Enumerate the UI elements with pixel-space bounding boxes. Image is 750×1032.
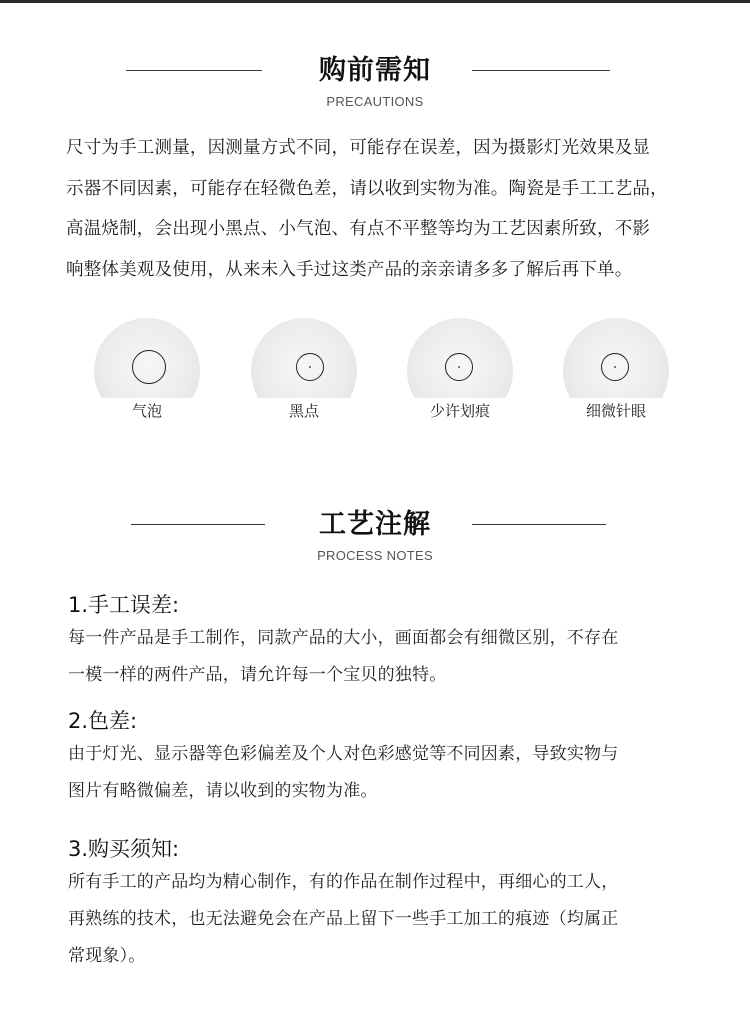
sample-label: 细微针眼 [585, 402, 646, 420]
precautions-subtitle: PRECAUTIONS [326, 94, 424, 109]
note-line: 每一件产品是手工制作，同款产品的大小，画面都会有细微区别，不存在 [68, 628, 619, 648]
sample-scratch [395, 296, 525, 426]
note-line: 图片有略微偏差，请以收到的实物为准。 [68, 781, 378, 801]
note-body [68, 864, 708, 975]
intro-line: 高温烧制，会出现小黑点、小气泡、有点不平整等均为工艺因素所致，不影 [66, 219, 651, 239]
note-heading: 2.色差: [68, 709, 138, 733]
intro-line: 响整体美观及使用，从来未入手过这类产品的亲亲请多多了解后再下单。 [66, 259, 633, 280]
defect-samples [66, 296, 696, 426]
sample-black-spot [239, 296, 369, 426]
highlight-circle [132, 350, 166, 384]
highlight-circle [601, 353, 629, 381]
note-heading: 3.购买须知: [68, 837, 180, 861]
highlight-circle [445, 353, 473, 381]
note-line: 一模一样的两件产品，请允许每一个宝贝的独特。 [68, 665, 447, 685]
process-header [0, 510, 750, 580]
highlight-circle [296, 353, 324, 381]
note-line: 常现象）。 [68, 946, 146, 966]
note-heading: 1.手工误差: [68, 593, 180, 617]
note-color-difference [68, 706, 708, 810]
note-body [68, 736, 708, 810]
note-purchase-notice [68, 834, 708, 975]
sample-label: 气泡 [131, 402, 162, 420]
sample-pinhole [551, 296, 681, 426]
precautions-title: 购前需知 [319, 55, 431, 86]
sample-label: 少许划痕 [429, 402, 490, 420]
intro-line: 示器不同因素，可能存在轻微色差，请以收到实物为准。陶瓷是手工工艺品， [66, 178, 668, 199]
intro-line: 尺寸为手工测量，因测量方式不同，可能存在误差，因为摄影灯光效果及显 [66, 138, 651, 158]
process-subtitle: PROCESS NOTES [317, 548, 433, 563]
note-line: 再熟练的技术，也无法避免会在产品上留下一些手工加工的痕迹（均属正 [68, 909, 619, 929]
note-body [68, 620, 708, 694]
note-line: 由于灯光、显示器等色彩偏差及个人对色彩感觉等不同因素，导致实物与 [68, 744, 619, 764]
note-handmade-error [68, 590, 708, 694]
note-line: 所有手工的产品均为精心制作，有的作品在制作过程中，再细心的工人， [68, 872, 619, 892]
precautions-header [0, 56, 750, 126]
process-title: 工艺注解 [319, 509, 431, 540]
sample-bubble [82, 296, 212, 426]
sample-label: 黑点 [288, 402, 319, 420]
precautions-intro [66, 128, 706, 290]
top-divider [0, 0, 750, 3]
